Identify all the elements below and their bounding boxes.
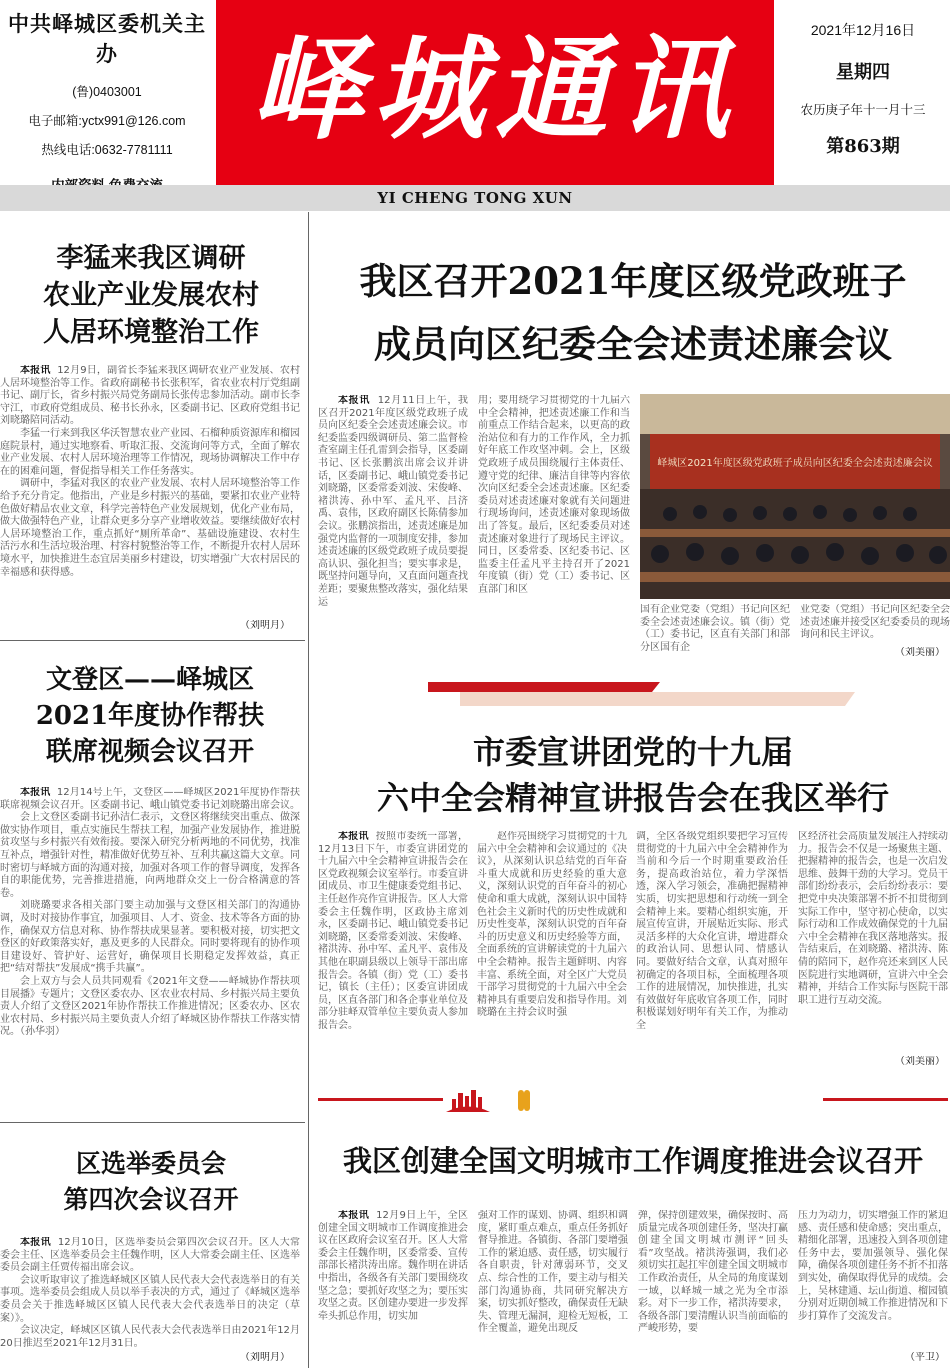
- article-5-text: 压力为动力，切实增强工作的紧迫感、责任感和使命感；突出重点，精细化部署，迅速投入到各项创建任务中去，要加强领导、强化保障，确保各项创建任务不折不扣落到实处，确保取得优异的成绩。会上，吴林建通、坛山街道、榴园镇分别对近期创城工作推进情况和下步打算作了交流发言。: [798, 1210, 948, 1322]
- civic-banner-slogan: [518, 1088, 838, 1114]
- article-3-title: 区选举委员会 第四次会议召开: [63, 1149, 239, 1214]
- article-3-para: 12月10日，区选举委员会第四次会议召开。区人大常委会主任、区选举委员会主任魏作明，区人大常委会副主任、区选举委员会副主任贾传福出席会议。: [0, 1237, 300, 1274]
- sponsor-org: 中共峄城区委机关主办: [8, 11, 206, 66]
- article-2-para: 刘晓璐要求各相关部门要主动加强与文登区相关部门的沟通协调，及时对接协作事宜，加强项目、人才、资金、技术等各方面的协作，确保双方信息对称、协作帮扶成果显著。要积极对接，切实把文登区的好政策落实好，惠及更多的人民群众。同时要将现有的协作项目建设好、管护好、运营好，确保项目长期稳定发挥效益，真正把“结对帮扶”发展成“携手共赢”。: [0, 900, 300, 975]
- issue-number: 第863期: [826, 136, 900, 157]
- article-2-para: 会上双方与会人员共同观看《2021年文登——峄城协作帮扶项目展播》专题片；文登区委农办、区农业农村局、乡村振兴局主要负责人介绍了文登区2021年协作帮扶工作推进情况；区委农办、区农业农村局、乡村振兴局主要负责人介绍了峄城区协作帮扶工作落实情况。（孙华羽）: [0, 975, 300, 1038]
- article-4-title-line-2: 六中全会精神宣讲报告会在我区举行: [376, 779, 889, 817]
- article-3-body: [0, 1237, 300, 1355]
- article-2-title: 文登区——峄城区 2021年度协作帮扶 联席视频会议召开: [35, 665, 265, 767]
- main-headline-line-2: 成员向区纪委全会述责述廉会议: [374, 322, 892, 366]
- article-2-para: 会上文登区委副书记孙洁仁表示，文登区将继续突出重点、做深做实协作项目，重点实施民生帮扶工程，加强产业发展协作，推进脱贫攻坚与乡村振兴有效衔接。要深入研究分析两地的不同优势，找准互补点，增强针对性，精准做好优势互补、互利共赢这篇大文章。同时密切与峄城方面的沟通对接，加强对各项工作的督导调度，发挥各自的职能优势，完善推进措施，向两地群众交上一份合格满意的答卷。: [0, 812, 300, 899]
- photo-banner-text: 峄城区2021年度区级党政班子成员向区纪委全会述责述廉会议: [657, 458, 933, 469]
- article-1-para: 调研中，李猛对我区的农业产业发展、农村人居环境整治等工作给予充分肯定。他指出，产业是乡村振兴的基础，要紧扣农业产业特色做好精品农业文章，科学完善特色产业发展规划，优化产业布局，做大做强特色产业，让群众更多分享产业增收效益。要继续做好农村人居环境整治工作，重点抓好“厕所革命”、基础设施建设、农村生活污水和生活垃圾治理、村容村貌整治等工作，不断提升农村人居环境水平，加快推进生态宜居美丽乡村建设，切实增强广大农村居民的幸福感和获得感。: [0, 478, 300, 578]
- separator: [0, 640, 305, 641]
- pinyin-bar: YI CHENG TONG XUN: [0, 185, 950, 211]
- article-4-text: 区经济社会高质量发展注入持续动力。报告会不仅是一场聚焦主题、把握精神的报告会，也是一次启发思维、鼓舞干劲的大学习。党员干部们纷纷表示，会后纷纷表示：要把党中央决策部署不折不扣贯彻到实际工作中，坚守初心使命，以实际行动和工作成效确保党的十九届六中全会精神在我区落地落实。报告结束后，在刘晓璐、褚洪涛、陈倩的陪同下，赵作亮还来到区人民医院进行实地调研，宣讲六中全会精神，并结合工作实际与医院干部职工进行互动交流。: [798, 831, 948, 1006]
- main-article-col-1: [318, 395, 468, 663]
- article-4-col-4: [798, 831, 948, 1056]
- article-5-col-1: [318, 1210, 468, 1366]
- masthead-logo: [216, 0, 774, 185]
- study-banner-graphic: [420, 676, 860, 708]
- photo-caption-col-2: [800, 604, 950, 644]
- slogan-highlight: [524, 1090, 530, 1111]
- main-headline-line-1: 我区召开2021年度区级党政班子: [359, 259, 907, 303]
- masthead-right: [776, 0, 950, 185]
- lunar-date: 农历庚子年十一月十三: [800, 103, 926, 117]
- article-5-author: （平卫）: [905, 1352, 945, 1363]
- meeting-photo-image: [640, 394, 950, 599]
- article-2-body: [0, 787, 300, 1112]
- article-2-byline: 本报讯: [20, 787, 51, 798]
- meeting-photo: [640, 394, 950, 599]
- license-number: (鲁)0403001: [72, 85, 142, 99]
- issue-date: 2021年12月16日: [810, 22, 916, 38]
- article-4-col-1: [318, 831, 468, 1071]
- article-5-col-4: [798, 1210, 948, 1350]
- article-4-text: 赵作亮围绕学习贯彻党的十九届六中全会精神和会议通过的《决议》，从深刻认识总结党的百年奋斗重大成就和历史经验的重大意义，深刻认识党的百年奋斗的初心使命和重大成就，深刻认识中国特色社会主义新时代的历史性成就和历史性变革，深刻认识党的百年奋斗的历史意义和历史经验等方面，全面系统的宣讲解读党的十九届六中全会精神。报告主题鲜明、内容丰富、系统全面，对全区广大党员干部学习贯彻党的十九届六中全会精神具有重要启发和指导作用。刘晓璐在主持会议时强: [477, 831, 627, 1019]
- article-4-col-2: [477, 831, 627, 1071]
- article-5-col-2: [478, 1210, 628, 1366]
- photo-caption-text: 国有企业党委（党组）书记向区纪委全会述责述廉会议。镇（街）党（工）委书记，区直有关部门和部分区国有企: [640, 604, 790, 653]
- main-article-author: （刘美丽）: [895, 647, 945, 658]
- main-article-text: 用；要用绕学习贯彻党的十九届六中全会精神，把述责述廉工作和当前重点工作结合起来，以更高的政治站位和有力的工作作风，全力抓好年底工作攻坚冲刺。会上，区级党政班子成员围绕履行主体责任、遵守党的纪律、廉洁自律等内容依次向区纪委全会述责述廉。区纪委委员对述责述廉对象就有关问题进行现场询问，述责述廉对象现场做出了答复。最后，区纪委委员对述责述廉对象进行了现场民主评议。同日，区委常委、区纪委书记、区监委主任孟凡平主持召开了2021年度镇（街）党（工）委书记、区直部门和区: [478, 395, 630, 595]
- article-3-byline: 本报讯: [20, 1237, 51, 1248]
- masthead-title: 峄城通讯: [251, 24, 739, 155]
- article-4-byline: 本报讯: [338, 831, 369, 842]
- column-divider: [308, 212, 309, 1368]
- phone-line: 热线电话:0632-7781111: [41, 143, 173, 157]
- email-line: 电子邮箱:yctx991@126.com: [28, 114, 186, 128]
- study-banner: [420, 676, 860, 708]
- photo-caption-text: 业党委（党组）书记向区纪委全会述责述廉并接受区纪委委员的现场询问和民主评议。: [800, 604, 950, 641]
- article-5-title: 我区创建全国文明城市工作调度推进会议召开: [342, 1144, 923, 1178]
- article-5-text: 12月9日上午，全区创建全国文明城市工作调度推进会议在区政府会议室召开。区人大常委会主任魏作明，区委常委、宣传部部长褚洪涛出席。魏作明在讲话中指出，各级各有关部门要围绕攻坚之急；要抓好攻坚之为；要压实攻坚之责。区创建办要进一步发挥牵头抓总作用，切实加: [318, 1210, 468, 1322]
- separator: [0, 1122, 305, 1123]
- article-3-author: （刘明月）: [240, 1352, 290, 1363]
- article-1-para: 12月9日，副省长李猛来我区调研农业产业发展、农村人居环境整治等工作。省政府副秘书长张积军，省农业农村厅党组副书记、副厅长，省乡村振兴局党务副局长张传忠参加活动。副市长李守江，市政府党组成员、秘书长孙永，区委副书记、区政府党组书记刘晓璐陪同活动。: [0, 365, 300, 427]
- weekday: 星期四: [836, 62, 890, 83]
- article-5-text: 弹，保持创建效果，确保按时、高质量完成各项创建任务，坚决打赢创建全国文明城市测评“回头看”攻坚战。褚洪涛强调，我们必须切实扛起扛牢创建全国文明城市工作政治责任，从全局的角度谋划一域，以峄城一域之光为全市添彩。对下一步工作，褚洪涛要求，各级各部门要清醒认识当前面临的严峻形势，要: [638, 1210, 788, 1335]
- article-1-author: （刘明月）: [240, 620, 290, 631]
- article-5-col-3: [638, 1210, 788, 1366]
- main-article-text: 12月11日上午，我区召开2021年度区级党政班子成员向区纪委全会述责述廉会议。市纪委监委四级调研员、第二监督检查室副主任孔雷到会指导，区委副书记、区长张鹏滨出席会议并讲话，区委副书记、峨山镇党委书记刘晓璐，区委常委刘波、宋俊峰、褚洪涛、孙中军、孟凡平、吕济禹、袁伟，区政府副区长陈倩参加会议。张鹏滨指出，述责述廉是加强党内监督的一项制度安排，参加述责述廉的区级党政班子成员要提高认识、强化担当；要实事求是，既坚持问题导向，又直面问题查找差距；要聚焦整改落实，强化结果运: [318, 395, 468, 608]
- civic-banner: [318, 1083, 948, 1117]
- article-4-text: 调，全区各级党组织要把学习宣传贯彻党的十九届六中全会精神作为当前和今后一个时期重要政治任务，提高政治站位，着力学深悟透，深入学习领会，准确把握精神实质，切实把思想和行动统一到全会精神上来。要精心组织实施，开展宣传宣讲，开展贴近实际、形式灵活多样的大众化宣讲，增进群众的政治认同、思想认同、情感认同。要做好结合文章，认真对照年初确定的各项目标，全面梳理各项工作的进展情况，加快推进，扎实有效做好年底收官各项工作，同时积极谋划好明年有关工作，为推动全: [636, 831, 788, 1031]
- article-3-para: 会议决定，峄城区区镇人民代表大会代表选举日由2021年12月20日推迟至2021年12月31日。: [0, 1325, 300, 1349]
- article-5-text: 强对工作的谋划、协调、组织和调度，紧盯重点难点，重点任务抓好督导推进。各镇街、各部门要增强工作的紧迫感、责任感，切实履行各自职责，针对薄弱环节，交叉点、综合性的工作，要主动与相关部门沟通协商，共同研究解决方案，切实抓好整改，确保责任无缺失、管理无漏洞，迎检无短板，工作全覆盖，避免出现反: [478, 1210, 628, 1335]
- article-5-byline: 本报讯: [338, 1210, 370, 1221]
- article-4-author: （刘美丽）: [895, 1056, 945, 1067]
- article-3-para: 会议听取审议了推选峄城区区镇人民代表大会代表选举日的有关事项。选举委员会组成人员以举手表决的方式，通过了《峄城区选举委员会关于推选峄城区区镇人民代表大会代表选举日的决定（草案）》。: [0, 1274, 300, 1324]
- article-2-para: 12月14号上午，文登区——峄城区2021年度协作帮扶联席视频会议召开。区委副书记、峨山镇党委书记刘晓璐出席会议。: [0, 787, 300, 811]
- article-4-title-line-1: 市委宣讲团党的十九届: [472, 733, 793, 771]
- article-4-col-3: [636, 831, 788, 1071]
- masthead-left: [0, 0, 214, 185]
- article-1-title: 李猛来我区调研 农业产业发展农村 人居环境整治工作: [43, 243, 259, 348]
- photo-caption-col-1: [640, 604, 790, 664]
- main-article-col-2: [478, 395, 630, 663]
- main-article-byline: 本报讯: [338, 395, 371, 406]
- masthead-title-box: [216, 0, 774, 185]
- article-1-para: 李猛一行来到我区华沃智慧农业产业园、石榴种质资源库和榴园庭院景村，通过实地察看、听取汇报、交流询问等方式，全面了解农业产业发展、农村人居环境治理等工作情况，现场协调解决工作中存在的困难问题，督促指导相关工作任务落实。: [0, 427, 300, 477]
- article-4-text: 按照市委统一部署，12月13日下午，市委宣讲团党的十九届六中全会精神宣讲报告会在区党政视频会议室举行。市委宣讲团成员、市卫生健康委党组书记、主任赵作亮作宣讲报告。区人大常委会主任魏作明，区政协主席刘永，区委副书记、峨山镇党委书记刘晓璐，区委常委刘波、宋俊峰、褚洪涛、孙中军、孟凡平、袁伟及其他在职副县级以上领导干部出席报告会。各镇（街）党（工）委书记，镇长（主任）；区委宣讲团成员，区直各部门和各企事业单位及部分驻峄双管单位主要负责人参加报告会。: [318, 831, 468, 1031]
- article-1-body: [0, 365, 300, 633]
- article-1-byline: 本报讯: [20, 365, 51, 376]
